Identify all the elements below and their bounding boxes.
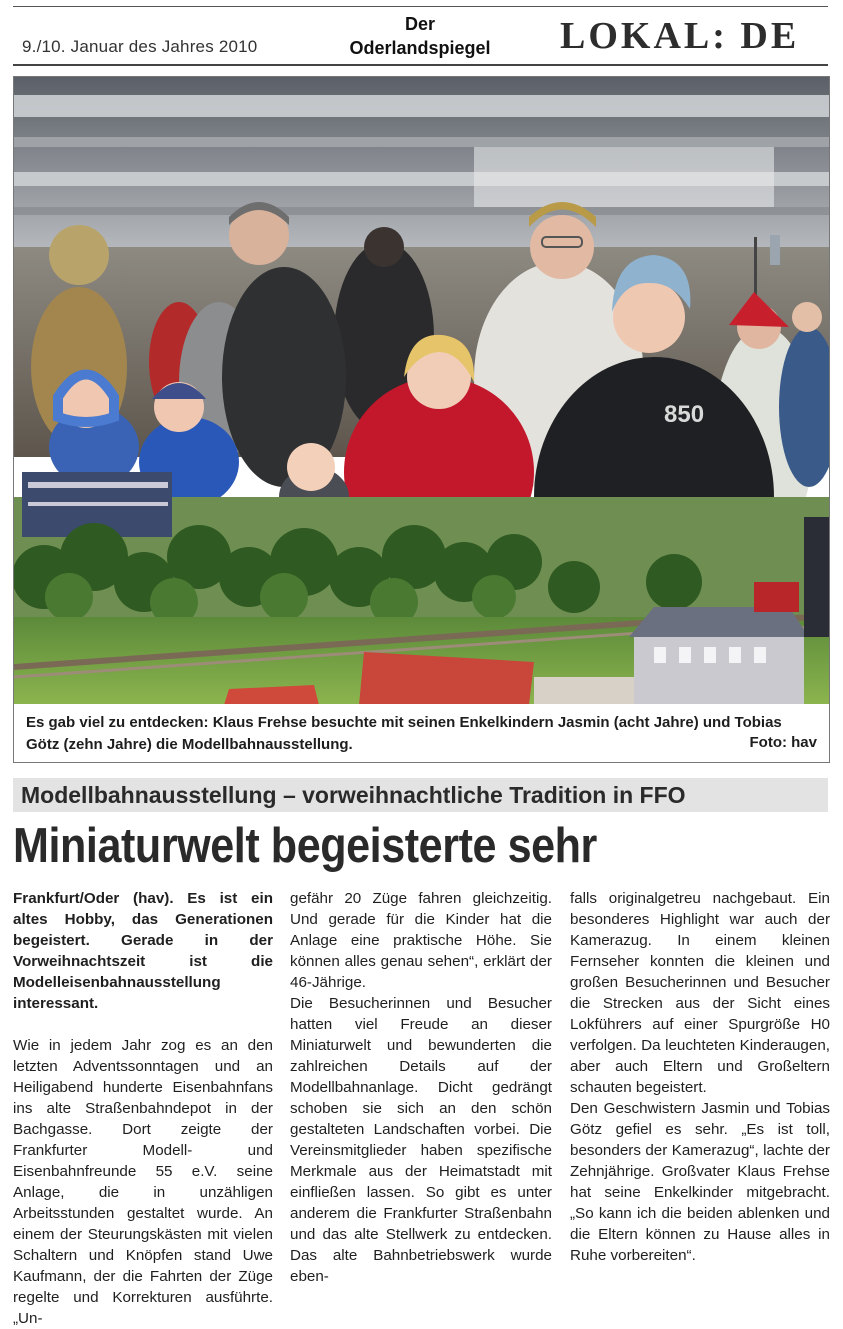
article-column-2: [290, 888, 552, 1287]
article-paragraph: Wie in jedem Jahr zog es an den letzten Adventssonntagen und an Heiligabend hunderte Eisenbahnfans ins alte Straßenbahndepot in der Bachgasse. Dort zeigte der Frankfurter Modell- und Eisenbahnfreunde 55 e.V. seine Anlage, die in unzähligen Arbeitsstunden gestaltet wurde. An einem der Steurungskästen mit vielen Schaltern und Knöpfen stand Uwe Kaufmann, der die Fahrten der Züge regelte und Korrekturen ausführte. „Un-: [13, 1037, 273, 1327]
newspaper-name-line1: Der: [404, 14, 435, 34]
newspaper-name: [330, 12, 510, 60]
jacket-print: 850: [664, 401, 705, 428]
article-kicker: Modellbahnausstellung – vorweihnachtliche Tradition in FFO: [21, 782, 686, 808]
article-lead: Frankfurt/Oder (hav). Es ist ein altes Hobby, das Generationen begeistert. Gerade in der Vorweihnachtszeit ist die Modelleisenbahnausstellung interessant.: [13, 890, 273, 1012]
article-paragraph: Den Geschwistern Jasmin und Tobias Götz gefiel es sehr. „Es ist toll, besonders der Kamerazug“, lachte der Zehnjährige. Großvater Klaus Frehse hat seine Enkelkinder mitgebracht. „So kann ich die beiden ablenken und die Eltern können zu Hause alles in Ruhe vorbereiten“.: [570, 1100, 830, 1264]
issue-date: 9./10. Januar des Jahres 2010: [22, 37, 258, 56]
masthead-rule: [13, 64, 828, 66]
section-title: LOKAL: DE: [560, 15, 800, 57]
article-column-1: [13, 888, 273, 1329]
article-paragraph: gefähr 20 Züge fahren gleichzeitig. Und gerade für die Kinder hat die Anlage eine praktische Höhe. Sie können alles genau sehen“, erklärt der 46-Jährige.: [290, 890, 552, 991]
newspaper-name-line2: Oderlandspiegel: [349, 38, 491, 58]
top-rule: [13, 6, 828, 7]
photo-caption: Es gab viel zu entdecken: Klaus Frehse besuchte mit seinen Enkelkindern Jasmin (acht Jahre) und Tobias Götz (zehn Jahre) die Modellbahnausstellung.: [26, 714, 782, 753]
photo-caption-box: [13, 704, 830, 763]
photo-credit: Foto: hav: [749, 734, 817, 751]
article-paragraph: falls originalgetreu nachgebaut. Ein besonderes Highlight war auch der Kamerazug. In einem kleinen Fernseher konnten die kleinen und großen Besucherinnen und Besucher die Strecken aus der Sicht eines Lokführers auf einer Spurgröße H0 verfolgen. Da leuchteten Kinderaugen, aber auch Eltern und Großeltern schauten begeistert.: [570, 890, 830, 1096]
kicker-bar: [13, 778, 828, 812]
article-paragraph: Die Besucherinnen und Besucher hatten viel Freude an dieser Miniaturwelt und bewunderten die zahlreichen Details auf der Modellbahnanlage. Dicht gedrängt schoben sie sich an den schön gestalteten Landschaften vorbei. Die Vereinsmitglieder haben spezifische Merkmale aus der Heimatstadt mit einfließen lassen. So gibt es unter anderem die Frankfurter Straßenbahn und das alte Stellwerk zu entdecken. Das alte Bahnbetriebswerk wurde eben-: [290, 995, 552, 1285]
exhibition-photo: [13, 76, 830, 706]
article-column-3: [570, 888, 830, 1266]
article-headline: Miniaturwelt begeisterte sehr: [13, 819, 597, 873]
